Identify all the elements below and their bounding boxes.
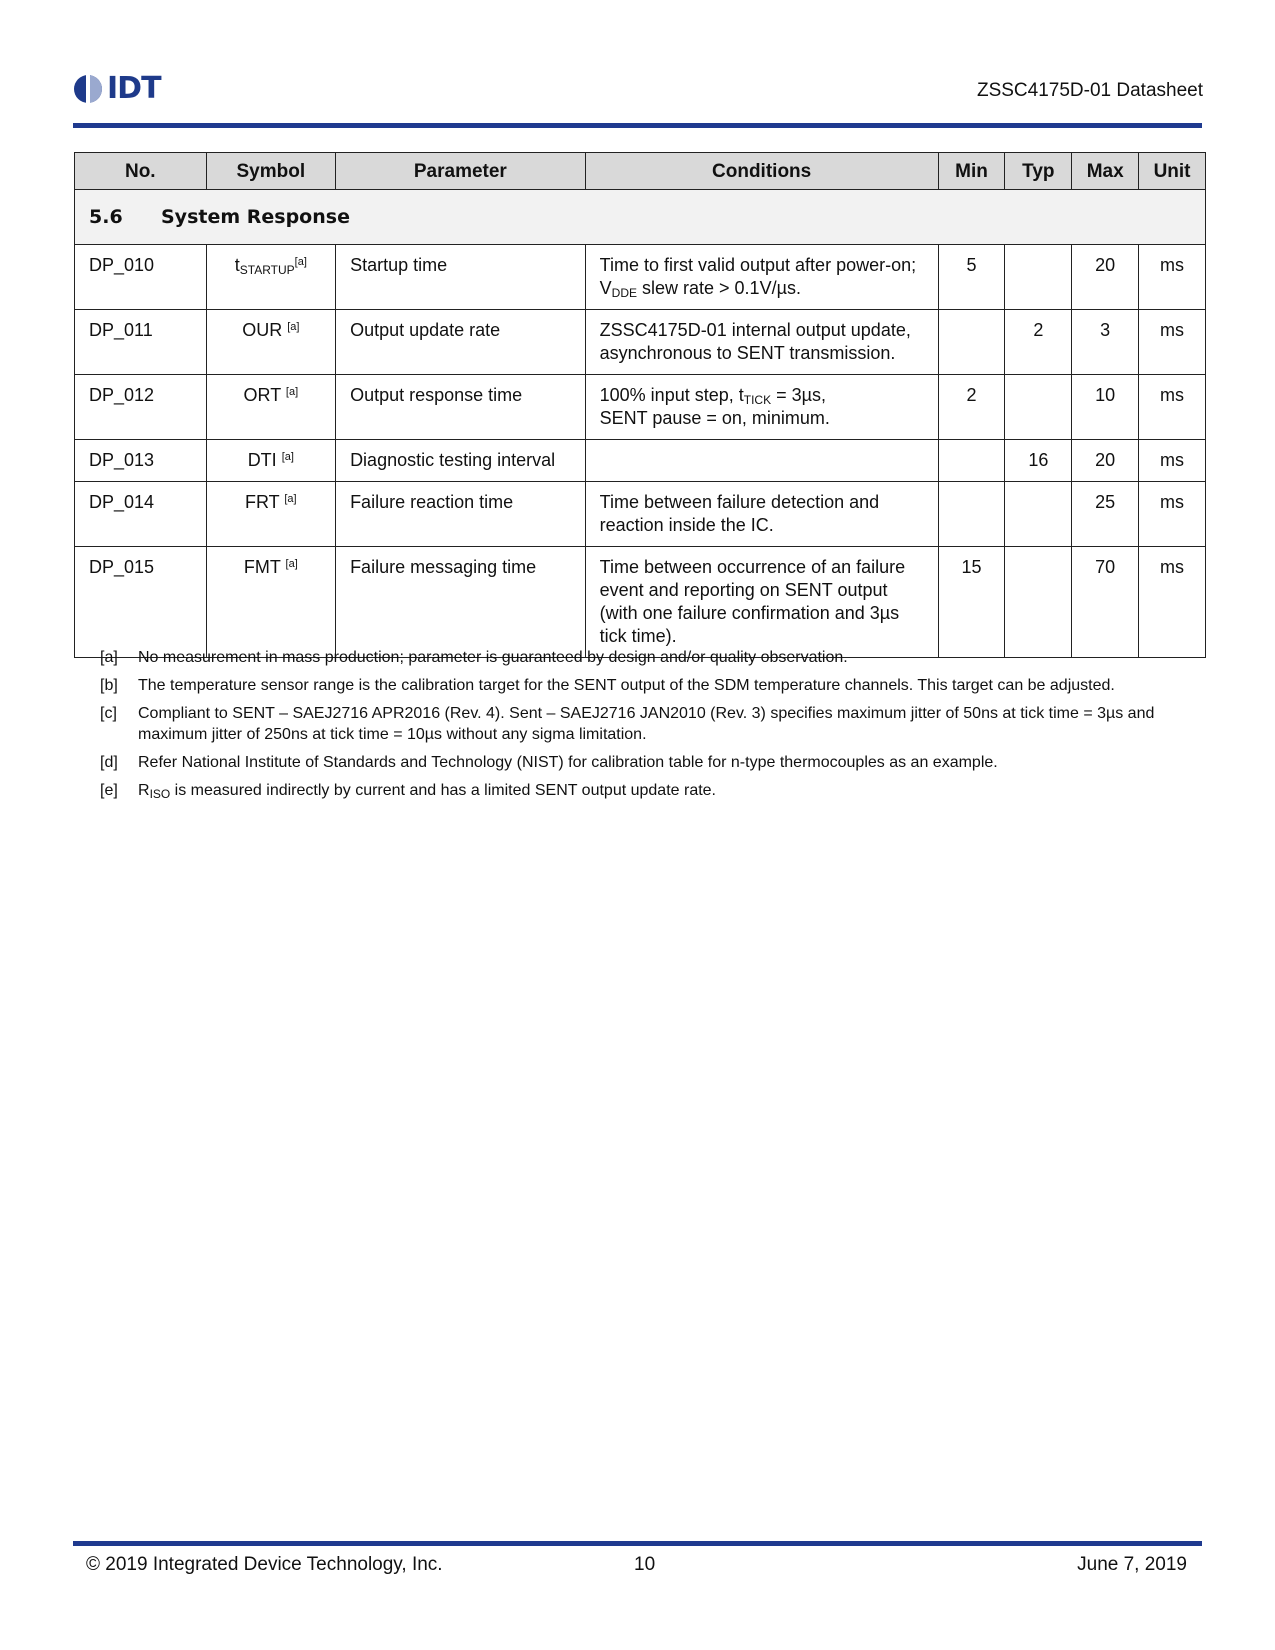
cell-no: DP_012 — [75, 375, 207, 440]
cell-conditions: 100% input step, $t_{TICK} = 3\mu s$, SENT pause = on, minimum. — [585, 375, 938, 440]
cell-min: 2 — [938, 375, 1005, 440]
cell-typ — [1005, 245, 1072, 310]
cell-typ — [1005, 482, 1072, 547]
cell-conditions — [585, 440, 938, 482]
section-title: System Response — [161, 205, 350, 228]
cell-parameter: Output update rate — [336, 310, 586, 375]
cell-parameter: Startup time — [336, 245, 586, 310]
cell-max: 20 — [1072, 440, 1139, 482]
footnote: [d] Refer National Institute of Standards and Technology (NIST) for calibration table for n-type thermocouples as an example. — [100, 754, 998, 771]
section-row — [75, 190, 1206, 245]
cell-max: 25 — [1072, 482, 1139, 547]
cell-typ — [1005, 375, 1072, 440]
footer-rule — [73, 1541, 1202, 1546]
cell-max: 70 — [1072, 547, 1139, 658]
cell-min — [938, 482, 1005, 547]
cell-typ: 16 — [1005, 440, 1072, 482]
footer-date: June 7, 2019 — [1077, 1554, 1187, 1575]
cell-min — [938, 440, 1005, 482]
cell-unit: ms — [1139, 375, 1206, 440]
cell-parameter: Output response time — [336, 375, 586, 440]
cell-no: DP_010 — [75, 245, 207, 310]
footnote: [a] No measurement in mass production; parameter is guaranteed by design and/or quality observation. — [100, 649, 848, 666]
footer-page-number: 10 — [634, 1554, 656, 1575]
cell-max: 20 — [1072, 245, 1139, 310]
cell-typ — [1005, 547, 1072, 658]
footnote: [c] Compliant to SENT – SAEJ2716 APR2016 (Rev. 4). Sent – SAEJ2716 JAN2010 (Rev. 3) specifies maximum jitter of 50ns at tick time = 3µs and maximum jitter of 250ns at tick time = 10µs without any sigma limitation. — [100, 705, 1155, 743]
cell-no: DP_014 — [75, 482, 207, 547]
cell-conditions: Time between occurrence of an failure event and reporting on SENT output (with one failure confirmation and 3µs tick time). — [585, 547, 938, 658]
cell-min: 5 — [938, 245, 1005, 310]
cell-max: 3 — [1072, 310, 1139, 375]
cell-symbol: ORT [a] — [206, 375, 335, 440]
col-header-parameter: Parameter — [336, 153, 586, 190]
cell-typ: 2 — [1005, 310, 1072, 375]
cell-parameter: Failure messaging time — [336, 547, 586, 658]
cell-unit: ms — [1139, 440, 1206, 482]
footer-copyright: © 2019 Integrated Device Technology, Inc. — [86, 1554, 443, 1575]
cell-symbol: $t_{STARTUP}[a]$ — [206, 245, 335, 310]
section-heading — [75, 190, 1206, 245]
table-row — [75, 547, 1206, 658]
cell-no: DP_015 — [75, 547, 207, 658]
idt-logo — [73, 72, 161, 106]
table-row — [75, 440, 1206, 482]
idt-logo-text: IDT — [107, 71, 161, 106]
header-rule — [73, 123, 1202, 128]
footnotes — [100, 647, 1180, 808]
document-title: ZSSC4175D-01 Datasheet — [976, 80, 1203, 101]
col-header-no: No. — [75, 153, 207, 190]
cell-conditions: Time between failure detection and reaction inside the IC. — [585, 482, 938, 547]
col-header-min: Min — [938, 153, 1005, 190]
table-row — [75, 375, 1206, 440]
cell-symbol: DTI [a] — [206, 440, 335, 482]
footnote: [b] The temperature sensor range is the calibration target for the SENT output of the SDM temperature channels. This target can be adjusted. — [100, 677, 1115, 694]
cell-no: DP_013 — [75, 440, 207, 482]
cell-unit: ms — [1139, 547, 1206, 658]
table-header-row — [75, 153, 1206, 190]
cell-symbol: FRT [a] — [206, 482, 335, 547]
cell-conditions: ZSSC4175D-01 internal output update, asynchronous to SENT transmission. — [585, 310, 938, 375]
col-header-max: Max — [1072, 153, 1139, 190]
footnote: [e] $R_{ISO}$ is measured indirectly by current and has a limited SENT output update rate. — [100, 782, 716, 801]
cell-parameter: Diagnostic testing interval — [336, 440, 586, 482]
table-row — [75, 245, 1206, 310]
col-header-unit: Unit — [1139, 153, 1206, 190]
idt-logo-mark-icon — [73, 74, 103, 104]
cell-conditions: Time to first valid output after power-on; $V_{DDE}$ slew rate > 0.1V/µs. — [585, 245, 938, 310]
cell-unit: ms — [1139, 310, 1206, 375]
cell-max: 10 — [1072, 375, 1139, 440]
cell-min: 15 — [938, 547, 1005, 658]
cell-symbol: OUR [a] — [206, 310, 335, 375]
table-row — [75, 310, 1206, 375]
cell-parameter: Failure reaction time — [336, 482, 586, 547]
col-header-conditions: Conditions — [585, 153, 938, 190]
cell-unit: ms — [1139, 245, 1206, 310]
col-header-typ: Typ — [1005, 153, 1072, 190]
cell-min — [938, 310, 1005, 375]
col-header-symbol: Symbol — [206, 153, 335, 190]
section-number: 5.6 — [89, 205, 123, 228]
cell-symbol: FMT [a] — [206, 547, 335, 658]
cell-unit: ms — [1139, 482, 1206, 547]
cell-no: DP_011 — [75, 310, 207, 375]
table-row — [75, 482, 1206, 547]
system-response-table — [74, 152, 1206, 658]
